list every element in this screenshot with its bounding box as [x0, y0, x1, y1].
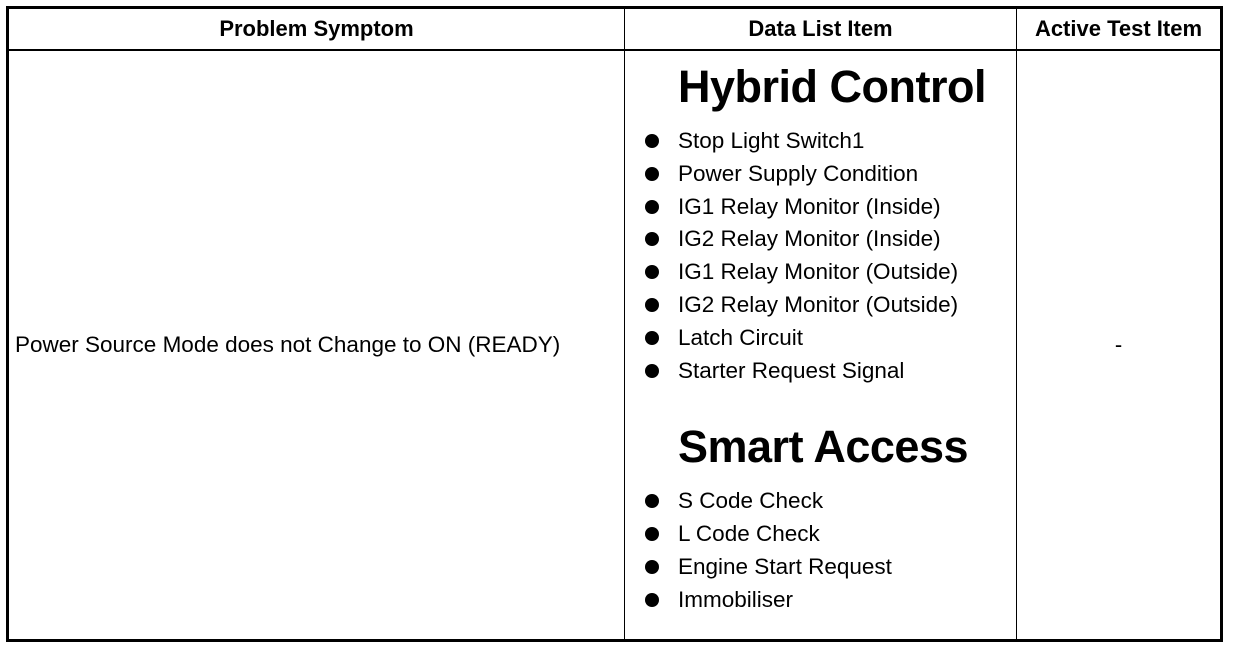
header-problem-symptom: Problem Symptom: [8, 8, 625, 51]
header-data-list-item: Data List Item: [625, 8, 1017, 51]
symptom-cell: Power Source Mode does not Change to ON (READY): [8, 50, 625, 641]
list-item: Latch Circuit: [645, 322, 1016, 355]
list-item: IG1 Relay Monitor (Inside): [645, 191, 1016, 224]
smart-access-item-list: [645, 485, 1016, 616]
list-item: IG2 Relay Monitor (Inside): [645, 223, 1016, 256]
list-item: Starter Request Signal: [645, 355, 1016, 388]
table-row: [8, 50, 1222, 641]
header-row: [8, 8, 1222, 51]
list-item: Immobiliser: [645, 584, 1016, 617]
active-test-cell: -: [1017, 50, 1222, 641]
list-item: Engine Start Request: [645, 551, 1016, 584]
list-item: S Code Check: [645, 485, 1016, 518]
list-item: Power Supply Condition: [645, 158, 1016, 191]
list-item: IG2 Relay Monitor (Outside): [645, 289, 1016, 322]
list-item: L Code Check: [645, 518, 1016, 551]
group-title-hybrid-control: Hybrid Control: [678, 61, 986, 112]
data-list-cell: [625, 50, 1017, 641]
hybrid-control-item-list: [645, 125, 1016, 387]
header-active-test-item: Active Test Item: [1017, 8, 1222, 51]
problem-symptom-table: [6, 6, 1223, 642]
list-item: IG1 Relay Monitor (Outside): [645, 256, 1016, 289]
list-item: Stop Light Switch1: [645, 125, 1016, 158]
group-title-smart-access: Smart Access: [678, 421, 969, 473]
